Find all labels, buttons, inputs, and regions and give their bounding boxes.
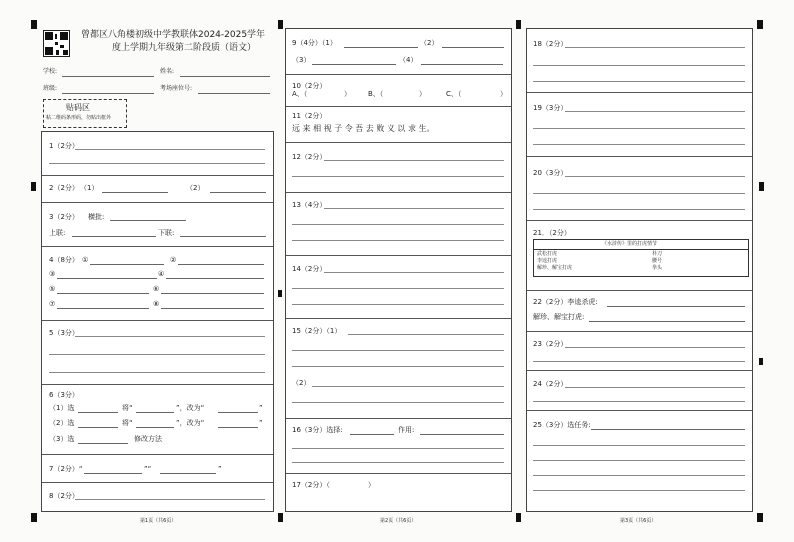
sticker-note: 粘二维码条形码，勿贴出框外 (46, 115, 112, 121)
q9-part3: （3） (292, 56, 311, 64)
q1-answer-line[interactable] (75, 149, 265, 150)
q11-sentence[interactable]: 远 来 相 视 子 令 吾 去 败 义 以 求 生。 (292, 124, 435, 133)
q7-label: 7（2分）“ (49, 465, 83, 473)
q15-part2: （2） (292, 379, 311, 387)
name-label: 姓名: (160, 68, 175, 75)
q20-answer-line[interactable] (533, 209, 745, 210)
q4-mark-3: ③ (49, 270, 56, 278)
q6-label: 6（3分） (49, 391, 79, 399)
q18-answer-line[interactable] (565, 47, 745, 48)
q9-blank-2[interactable] (442, 47, 504, 48)
q4-blank-5[interactable] (57, 293, 149, 294)
q6-line1-to[interactable] (218, 412, 258, 413)
row-divider (42, 246, 273, 247)
q10-label: 10（2分） (292, 82, 327, 90)
q2-answer-1[interactable] (102, 192, 168, 193)
corner-mark (757, 20, 763, 29)
q10-option-b: B、（ (368, 90, 384, 98)
q6-line3-blank[interactable] (78, 443, 128, 444)
q23-label: 23（2分） (533, 340, 568, 348)
q19-answer-line[interactable] (565, 111, 745, 112)
q2-part2: （2） (186, 184, 205, 192)
q5-answer-line[interactable] (49, 372, 265, 373)
q7-end: ” (218, 465, 222, 473)
q4-blank-1[interactable] (90, 264, 164, 265)
q23-answer-line[interactable] (565, 347, 745, 348)
q6-line2-blank[interactable] (78, 427, 118, 428)
q12-answer-line[interactable] (324, 160, 504, 161)
q13-label: 13（4分） (292, 201, 327, 209)
q6-line2-jiang: 将“ (122, 419, 133, 427)
q19-answer-line[interactable] (533, 144, 745, 145)
q25-answer-line[interactable] (533, 490, 745, 491)
row-divider (286, 418, 511, 419)
page-footer-3: 第3页（共6页） (620, 518, 657, 524)
row-divider (42, 384, 273, 385)
side-mark (278, 20, 283, 29)
q10-option-a-end[interactable]: ） (344, 90, 351, 98)
q18-answer-line[interactable] (533, 65, 745, 66)
q4-mark-8: ⑧ (153, 300, 160, 308)
exam-no-field[interactable] (198, 93, 270, 94)
page-footer-2: 第2页（共6页） (380, 518, 417, 524)
q4-label: 4（8分） (49, 256, 79, 264)
corner-mark (757, 513, 763, 522)
q25-task-field[interactable] (591, 429, 745, 430)
q10-option-b-end[interactable]: ） (419, 90, 426, 98)
q4-mark-6: ⑥ (153, 285, 160, 293)
q4-blank-3[interactable] (57, 278, 157, 279)
row-divider (286, 255, 511, 256)
q15-answer-line[interactable] (292, 402, 504, 403)
sticker-area (43, 99, 127, 128)
q19-label: 19（3分） (533, 104, 568, 112)
exam-title-line2: 度上学期九年级第二阶段质（语文） (112, 43, 257, 53)
side-mark (278, 513, 283, 522)
row-divider (527, 410, 752, 411)
q3-hengpi-field[interactable] (110, 220, 186, 221)
q3-upper-field[interactable] (72, 236, 156, 237)
q6-line2-choose: （2）选 (49, 419, 75, 427)
qr-code (43, 30, 70, 57)
q2-answer-2[interactable] (210, 192, 266, 193)
q7-mid: ”“ (144, 465, 152, 473)
q24-answer-line[interactable] (533, 401, 745, 402)
q2-part1: （1） (80, 184, 99, 192)
q12-answer-line[interactable] (292, 176, 504, 177)
q16-choice-field[interactable] (350, 434, 394, 435)
q16-role-label: 作用: (398, 426, 415, 434)
q4-mark-5: ⑤ (49, 285, 56, 293)
q21-reference-table (533, 239, 749, 277)
q9-part2: （2） (420, 39, 439, 47)
answer-column-3 (526, 28, 753, 512)
q23-answer-line[interactable] (533, 361, 745, 362)
q9-blank-4[interactable] (421, 64, 503, 65)
row-divider (527, 220, 752, 221)
exam-title-line1: 曾都区八角楼初级中学教联体2024-2025学年 (81, 30, 266, 40)
q6-line1-jiang: 将“ (122, 404, 133, 412)
q14-answer-line[interactable] (292, 288, 504, 289)
row-divider (286, 318, 511, 319)
q22-field-2[interactable] (589, 321, 745, 322)
q25-label: 25（3分）选任务: (533, 421, 591, 429)
q21-row3-tool: 拳头 (652, 265, 663, 271)
side-mark (31, 182, 36, 191)
q3-upper-label: 上联: (49, 229, 66, 237)
q6-line2-from[interactable] (136, 427, 174, 428)
q7-blank-2[interactable] (160, 473, 216, 474)
row-divider (527, 290, 752, 291)
side-mark (516, 513, 521, 522)
school-label: 学校: (43, 68, 58, 75)
q15-answer-line[interactable] (348, 334, 504, 335)
school-field[interactable] (62, 76, 154, 77)
q13-answer-line[interactable] (292, 224, 504, 225)
q22-label: 22（2分）李逵杀虎: (533, 298, 598, 306)
q4-mark-4: ④ (158, 270, 165, 278)
q4-blank-8[interactable] (161, 308, 264, 309)
row-divider (527, 156, 752, 157)
q17-label: 17（2分）（ (292, 481, 330, 489)
q25-answer-line[interactable] (533, 460, 745, 461)
side-mark (759, 182, 764, 191)
q15-answer-line[interactable] (292, 366, 504, 367)
q13-answer-line[interactable] (292, 240, 504, 241)
q4-blank-6[interactable] (161, 293, 264, 294)
q13-answer-line[interactable] (324, 208, 504, 209)
row-divider (527, 92, 752, 93)
q21-row1-event: 武松打虎 (537, 251, 558, 257)
q10-option-a: A、（ (292, 90, 308, 98)
q21-label: 21．（2分） (533, 229, 571, 237)
q22-field-1[interactable] (607, 306, 745, 307)
q14-answer-line[interactable] (292, 304, 504, 305)
q9-blank-1[interactable] (344, 47, 418, 48)
row-divider (42, 482, 273, 483)
q6-line1-gaiwei: ”，改为“ (176, 404, 205, 412)
side-mark (759, 358, 763, 365)
q21-table-title: 《水浒传》里的打虎情节 (602, 241, 658, 247)
q3-lower-field[interactable] (180, 236, 266, 237)
q6-line1-end: ” (259, 404, 263, 412)
row-divider (527, 331, 752, 332)
q25-answer-line[interactable] (533, 475, 745, 476)
row-divider (286, 106, 511, 107)
q15-answer-line[interactable] (292, 350, 504, 351)
corner-mark (31, 513, 37, 522)
q18-label: 18（2分） (533, 40, 568, 48)
q2-label: 2（2分） (49, 184, 79, 192)
q5-answer-line[interactable] (49, 354, 265, 355)
q19-answer-line[interactable] (533, 128, 745, 129)
q3-hengpi-label: 横批: (88, 213, 105, 221)
table-divider (534, 249, 748, 250)
q5-label: 5（3分） (49, 329, 79, 337)
q9-label: 9（4分）（1） (292, 39, 337, 47)
q21-row2-tool: 腰号 (652, 258, 663, 264)
corner-mark (31, 20, 37, 29)
row-divider (42, 320, 273, 321)
q20-answer-line[interactable] (533, 193, 745, 194)
q24-answer-line[interactable] (565, 387, 745, 388)
row-divider (286, 473, 511, 474)
q8-label: 8（2分） (49, 492, 79, 500)
q1-answer-line[interactable] (49, 163, 265, 164)
class-label: 班级: (43, 85, 58, 92)
q4-blank-2[interactable] (178, 264, 264, 265)
side-mark (278, 290, 282, 297)
row-divider (527, 370, 752, 371)
q6-line1-blank[interactable] (78, 412, 118, 413)
row-divider (286, 142, 511, 143)
sticker-title: 贴码区 (66, 103, 90, 112)
q10-option-c: C、（ (446, 90, 462, 98)
row-divider (42, 175, 273, 176)
q4-mark-1: ① (82, 256, 89, 264)
q21-row2-event: 李逵打虎 (537, 258, 558, 264)
name-field[interactable] (180, 76, 270, 77)
q5-answer-line[interactable] (75, 336, 265, 337)
page-footer-1: 第1页（共6页） (140, 518, 177, 524)
q16-answer-line[interactable] (292, 462, 504, 463)
q1-label: 1（2分） (49, 142, 79, 150)
q15-label: 15（2分）（1） (292, 327, 342, 335)
side-mark (516, 20, 521, 29)
q4-mark-2: ② (170, 256, 177, 264)
q16-label: 16（3分）选择: (292, 426, 343, 434)
q6-line2-end: ” (259, 419, 263, 427)
row-divider (286, 192, 511, 193)
q7-blank-1[interactable] (84, 473, 142, 474)
row-divider (42, 454, 273, 455)
q20-label: 20（3分） (533, 169, 568, 177)
q16-role-field[interactable] (420, 434, 504, 435)
q6-line2-to[interactable] (218, 427, 258, 428)
q18-answer-line[interactable] (533, 81, 745, 82)
q4-blank-4[interactable] (166, 278, 264, 279)
q6-line3-choose: （3）选 (49, 435, 75, 443)
q3-lower-label: 下联: (158, 229, 175, 237)
q6-line1-from[interactable] (136, 412, 174, 413)
q21-row3-event: 解珍、解宝打虎 (537, 265, 573, 271)
q11-label: 11（2分） (292, 112, 327, 120)
q3-label: 3（2分） (49, 213, 79, 221)
q20-answer-line[interactable] (565, 176, 745, 177)
q6-line2-gaiwei: ”，改为“ (176, 419, 205, 427)
q6-line1-choose: （1）选 (49, 404, 75, 412)
q24-label: 24（2分） (533, 380, 568, 388)
row-divider (286, 74, 511, 75)
q4-blank-7[interactable] (57, 308, 149, 309)
q10-option-c-end[interactable]: ） (500, 90, 507, 98)
q4-mark-7: ⑦ (49, 300, 56, 308)
q22-sub-label: 解珍、解宝打虎: (533, 313, 585, 321)
row-divider (42, 202, 273, 203)
q17-end[interactable]: ） (368, 481, 375, 489)
q9-blank-3[interactable] (312, 64, 396, 65)
exam-no-label: 考场座位号: (160, 85, 193, 92)
q8-answer-line[interactable] (75, 499, 265, 500)
q9-part4: （4） (399, 56, 418, 64)
q14-answer-line[interactable] (324, 272, 504, 273)
class-field[interactable] (62, 93, 154, 94)
q21-row1-tool: 朴刀 (652, 251, 663, 257)
answer-column-2 (285, 28, 512, 512)
q14-label: 14（2分） (292, 265, 327, 273)
q15-answer-line[interactable] (312, 386, 504, 387)
q16-answer-line[interactable] (292, 448, 504, 449)
q12-label: 12（2分） (292, 153, 327, 161)
q25-answer-line[interactable] (533, 445, 745, 446)
q6-line3-method: 修改方法 (134, 435, 162, 443)
answer-column-1 (41, 131, 274, 512)
